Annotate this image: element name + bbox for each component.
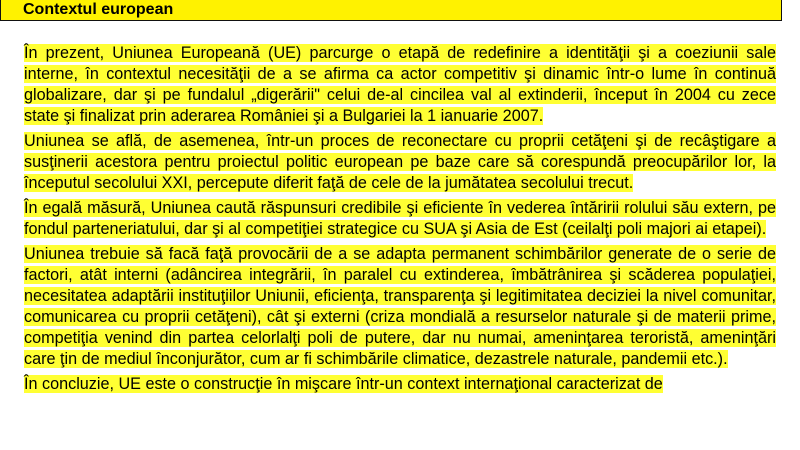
paragraph [24,43,776,127]
highlighted-text: Uniunea se află, de asemenea, într-un proces de reconectare cu proprii cetăţeni şi de recâştigare a susţinerii acestora pentru proiectul politic european pe baze care să corespundă preocupărilor lor, la începutul secolului XXI, percepute diferit faţă de cele de la jumătatea secolului trecut. [24,132,776,192]
highlighted-text: În concluzie, UE este o construcţie în mişcare într-un context internaţional caracterizat de [24,375,663,393]
paragraph-partial [24,374,776,395]
paragraph [24,198,776,240]
body-text [24,43,776,399]
highlighted-text: Uniunea trebuie să facă faţă provocării de a se adapta permanent schimbărilor generate de o serie de factori, atât interni (adâncirea integrării, în paralel cu extinderea, îmbătrânirea şi scăderea populaţiei, necesitatea adaptării instituţiilor Uniunii, eficienţa, transparenţa şi legitimitatea deciziei la nivel comunitar, comunicarea cu proprii cetăţeni), cât şi externi (criza mondială a resurselor naturale şi de materii prime, competiţia venind din partea celorlalţi poli de putere, dar nu numai, ameninţarea teroristă, ameninţări care ţin de mediul înconjurător, cum ar fi schimbările climatice, dezastrele naturale, pandemii etc.). [24,245,776,368]
highlighted-text: În prezent, Uniunea Europeană (UE) parcurge o etapă de redefinire a identităţii şi a coeziunii sale interne, în contextul necesităţii de a se afirma ca actor competitiv şi dinamic într-o lume în continuă globalizare, dar şi pe fundalul „digerării" celui de-al cincilea val al extinderii, început în 2004 cu zece state şi finalizat prin aderarea României şi a Bulgariei la 1 ianuarie 2007. [24,44,776,125]
section-header [0,0,782,21]
highlighted-text: În egală măsură, Uniunea caută răspunsuri credibile şi eficiente în vederea întăririi rolului său extern, pe fondul parteneriatului, dar şi al competiţiei strategice cu SUA şi Asia de Est (ceilalţi poli majori ai etapei). [24,199,776,238]
paragraph [24,244,776,370]
paragraph [24,131,776,194]
section-title: Contextul european [23,1,174,18]
